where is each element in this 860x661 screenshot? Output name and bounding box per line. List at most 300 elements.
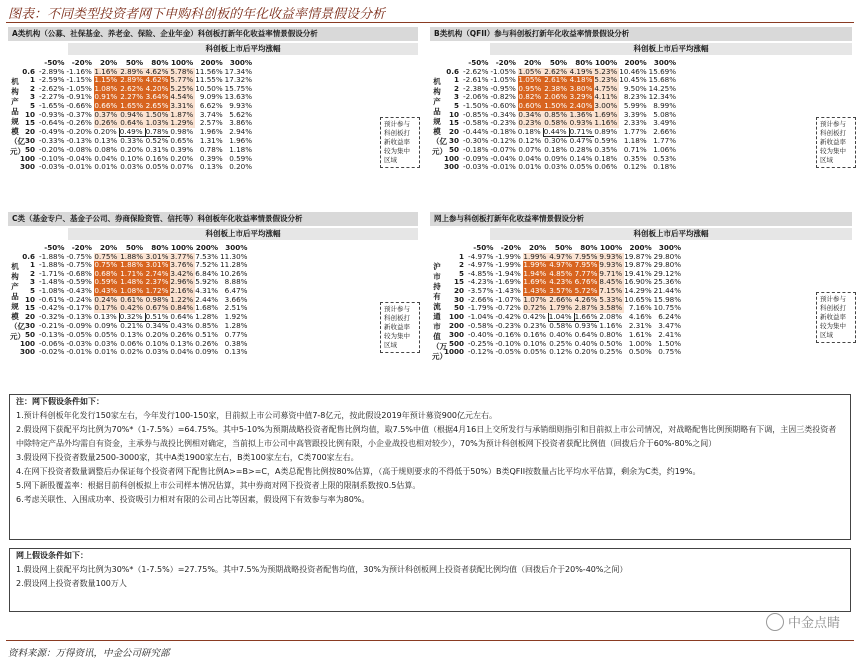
table-cell: 1.94%: [523, 268, 547, 278]
table-cell: 2.40%: [569, 100, 593, 110]
panelA-subtitle: 科创板上市后平均涨幅: [68, 43, 418, 55]
table-cell: 1.66%: [574, 311, 598, 321]
table-cell: 0.17%: [94, 303, 118, 313]
row-label: 10: [25, 109, 36, 119]
table-cell: 0.25%: [549, 338, 573, 348]
table-cell: -0.01%: [66, 347, 92, 357]
table-cell: 10.75%: [653, 303, 682, 313]
table-cell: 0.12%: [518, 136, 542, 146]
table-cell: 0.26%: [170, 329, 194, 339]
row-label: 20: [454, 285, 465, 295]
panelC-ylabel: 机构产品规模（亿元）: [10, 262, 25, 341]
table-cell: 8.23%: [623, 92, 647, 102]
table-cell: 1.28%: [195, 312, 219, 321]
table-cell: 0.14%: [569, 153, 593, 163]
table-cell: -0.44%: [463, 127, 489, 136]
table-cell: 9.09%: [199, 92, 223, 102]
table-cell: 0.75%: [94, 251, 118, 261]
column-header: 50%: [125, 243, 144, 252]
row-label: 50: [454, 303, 465, 313]
table-cell: 4.23%: [549, 277, 573, 287]
table-cell: 0.07%: [170, 162, 194, 172]
table-cell: 1.77%: [623, 127, 647, 136]
table-cell: 1.50%: [145, 109, 169, 119]
table-cell: 5.99%: [623, 100, 647, 110]
table-cell: -0.02%: [39, 347, 65, 357]
table-cell: 2.31%: [628, 321, 652, 331]
brand-watermark: [766, 612, 840, 631]
column-header: 80%: [151, 58, 169, 67]
table-cell: 2.94%: [229, 127, 253, 136]
table-cell: 0.13%: [93, 312, 117, 321]
table-cell: 0.23%: [518, 118, 542, 128]
table-cell: 2.06%: [544, 92, 568, 102]
row-label: 0.6: [446, 66, 460, 76]
table-cell: 1.31%: [199, 136, 223, 146]
table-cell: 0.12%: [623, 162, 647, 172]
table-cell: 0.66%: [94, 100, 118, 110]
table-cell: 2.38%: [544, 83, 568, 93]
table-cell: -2.66%: [468, 294, 494, 304]
table-cell: 10.26%: [220, 268, 248, 278]
table-cell: 0.26%: [94, 118, 118, 128]
table-cell: -0.34%: [490, 109, 516, 119]
table-cell: 0.65%: [170, 136, 194, 146]
table-cell: 0.28%: [569, 144, 593, 154]
table-cell: 3.76%: [170, 260, 194, 270]
table-cell: 0.20%: [145, 329, 169, 339]
table-cell: -0.58%: [468, 321, 494, 331]
table-cell: 0.40%: [549, 329, 573, 339]
row-label: 50: [25, 144, 36, 154]
table-cell: 0.18%: [594, 153, 618, 163]
table-cell: -0.07%: [490, 144, 516, 154]
table-cell: 1.87%: [170, 109, 194, 119]
table-cell: 0.68%: [94, 268, 118, 278]
table-cell: -0.93%: [39, 109, 65, 119]
table-cell: 2.16%: [170, 285, 194, 295]
row-label: 5: [459, 268, 465, 278]
table-cell: 2.66%: [653, 127, 677, 136]
table-cell: 0.13%: [199, 162, 223, 172]
table-cell: 0.42%: [522, 312, 546, 321]
table-cell: 3.47%: [658, 321, 682, 331]
corner-cell: [444, 244, 468, 253]
row-label: 10: [449, 109, 460, 119]
table-cell: 2.33%: [623, 118, 647, 128]
table-cell: 0.91%: [94, 92, 118, 102]
table-cell: 0.18%: [517, 127, 541, 136]
table-cell: 3.86%: [229, 118, 253, 128]
table-cell: 1.18%: [623, 136, 647, 146]
table-cell: 1.36%: [569, 109, 593, 119]
row-label: 30: [25, 136, 36, 146]
table-cell: -0.26%: [66, 118, 92, 128]
table-cell: 17.34%: [224, 66, 253, 76]
table-cell: 5.33%: [599, 294, 623, 304]
table-cell: 0.67%: [145, 303, 169, 313]
column-header: 200%: [195, 243, 219, 252]
table-cell: 1.43%: [523, 285, 547, 295]
table-cell: 1.29%: [170, 118, 194, 128]
offline-line: 3.假设网下投资者数量2500-3000家，其中A类1900家左右，B类100家左右，C类700家左右。: [16, 453, 359, 462]
table-cell: -0.75%: [66, 251, 92, 261]
panelB-subtitle: 科创板上市后平均涨幅: [490, 43, 852, 55]
table-cell: 0.09%: [544, 153, 568, 163]
table-cell: 6.62%: [199, 100, 223, 110]
table-cell: -2.06%: [463, 92, 489, 102]
table-cell: 0.95%: [518, 83, 542, 93]
table-cell: 0.50%: [628, 347, 652, 357]
table-cell: 1.92%: [224, 312, 248, 321]
online-line: 2.假设网上投资者数量100万人: [16, 579, 127, 588]
table-cell: 0.10%: [523, 338, 547, 348]
table-cell: -4.85%: [468, 268, 494, 278]
panelD-note: 预计参与科创板打新收益率较为集中区域: [816, 292, 856, 343]
table-cell: 0.85%: [195, 321, 219, 331]
table-cell: 19.87%: [624, 251, 652, 261]
table-cell: 0.13%: [224, 347, 248, 357]
table-cell: 1.88%: [120, 260, 144, 270]
table-cell: 1.05%: [518, 75, 542, 85]
table-cell: 0.64%: [170, 312, 194, 321]
table-cell: 0.13%: [170, 338, 194, 348]
row-label: 3: [30, 277, 36, 287]
table-cell: 0.31%: [145, 144, 169, 154]
table-cell: 3.49%: [653, 118, 677, 128]
table-cell: -4.23%: [468, 277, 494, 287]
column-header: -50%: [44, 243, 65, 252]
table-cell: 5.62%: [229, 109, 253, 119]
table-cell: -1.65%: [39, 100, 65, 110]
table-cell: 0.03%: [145, 347, 169, 357]
table-cell: 0.30%: [544, 136, 568, 146]
table-cell: 0.89%: [594, 127, 618, 136]
table-cell: 0.13%: [120, 329, 144, 339]
offline-line: 1.预计科创板年化发行150家左右，今年发行100-150家，目前拟上市公司募资中值7-8亿元，按此假设2019年预计募资900亿元左右。: [16, 411, 498, 420]
column-header: 20%: [100, 58, 118, 67]
table-cell: 7.95%: [574, 260, 598, 270]
table-cell: -0.24%: [66, 294, 92, 304]
row-label: 15: [25, 118, 36, 128]
table-cell: 1.08%: [120, 285, 144, 295]
table-cell: -0.13%: [66, 312, 92, 321]
table-cell: 7.53%: [195, 251, 219, 261]
table-cell: 0.93%: [569, 118, 593, 128]
table-cell: -0.21%: [39, 321, 65, 331]
table-cell: -1.05%: [66, 83, 92, 93]
table-cell: 19.41%: [624, 268, 652, 278]
column-header: 20%: [529, 243, 547, 252]
table-cell: 4.54%: [170, 92, 194, 102]
table-cell: 1.99%: [523, 251, 547, 261]
panelC-table: [20, 244, 250, 357]
table-cell: 3.31%: [170, 100, 194, 110]
table-cell: 2.74%: [145, 268, 169, 278]
column-header: -20%: [71, 243, 92, 252]
table-cell: 0.02%: [120, 347, 144, 357]
table-cell: 3.00%: [594, 100, 618, 110]
table-cell: 15.98%: [653, 294, 682, 304]
table-cell: 0.16%: [145, 153, 169, 163]
table-cell: 4.62%: [145, 66, 169, 76]
table-cell: -0.75%: [66, 260, 92, 270]
table-cell: -0.58%: [463, 118, 489, 128]
panel-b: [430, 27, 852, 207]
table-cell: -0.20%: [39, 144, 65, 154]
table-cell: 1.88%: [120, 251, 144, 261]
table-row: [20, 348, 250, 357]
table-cell: 5.25%: [170, 83, 194, 93]
table-cell: -0.18%: [463, 144, 489, 154]
table-cell: 1.16%: [599, 321, 623, 331]
table-cell: 12.34%: [648, 92, 677, 102]
table-cell: -1.79%: [468, 303, 494, 313]
column-header: 50%: [125, 58, 144, 67]
table-cell: 0.98%: [145, 294, 169, 304]
table-cell: 29.12%: [653, 268, 682, 278]
column-header: 200%: [629, 243, 652, 252]
table-cell: 1.77%: [653, 136, 677, 146]
table-cell: 3.64%: [145, 92, 169, 102]
table-cell: 0.10%: [120, 153, 144, 163]
table-cell: -0.09%: [66, 321, 92, 331]
table-cell: 5.78%: [170, 66, 194, 76]
table-cell: 7.16%: [628, 303, 652, 313]
table-cell: 9.93%: [229, 100, 253, 110]
panelB-note: 预计参与科创板打新收益率较为集中区域: [816, 117, 856, 168]
table-cell: 3.29%: [569, 92, 593, 102]
table-cell: 0.04%: [518, 153, 542, 163]
source-rule: [6, 640, 854, 641]
table-cell: 0.58%: [549, 321, 573, 331]
table-cell: 2.57%: [199, 118, 223, 128]
table-cell: 4.75%: [594, 83, 618, 93]
table-cell: 0.39%: [199, 153, 223, 163]
table-cell: -0.68%: [66, 268, 92, 278]
table-cell: -1.04%: [468, 312, 494, 321]
table-cell: 2.61%: [544, 75, 568, 85]
table-cell: -0.05%: [66, 329, 92, 339]
panelA-note: 预计参与科创板打新收益率较为集中区域: [380, 117, 420, 168]
table-cell: 0.21%: [120, 321, 144, 331]
table-cell: 0.43%: [170, 321, 194, 331]
table-cell: -0.42%: [39, 303, 65, 313]
table-cell: 10.46%: [619, 66, 647, 76]
table-cell: 1.48%: [120, 277, 144, 287]
column-header: 80%: [151, 243, 169, 252]
row-label: 100: [20, 153, 36, 163]
row-label: 5: [30, 285, 36, 295]
table-cell: -0.42%: [495, 312, 521, 321]
table-cell: 0.18%: [544, 144, 568, 154]
table-cell: 21.44%: [653, 285, 682, 295]
table-cell: -2.59%: [39, 75, 65, 85]
table-cell: 14.29%: [624, 285, 652, 295]
table-cell: 0.01%: [94, 162, 118, 172]
table-cell: -1.48%: [39, 277, 65, 287]
table-cell: 4.18%: [569, 75, 593, 85]
table-cell: -0.01%: [66, 162, 92, 172]
table-cell: 6.47%: [224, 285, 248, 295]
table-cell: 0.01%: [94, 347, 118, 357]
table-cell: 3.01%: [145, 251, 169, 261]
table-cell: 29.80%: [653, 251, 682, 261]
table-cell: 15.69%: [648, 66, 677, 76]
table-cell: 1.96%: [199, 127, 223, 136]
table-cell: 0.50%: [599, 338, 623, 348]
table-cell: 0.59%: [229, 153, 253, 163]
table-cell: 1.07%: [523, 294, 547, 304]
table-cell: 0.64%: [574, 329, 598, 339]
table-cell: 2.89%: [120, 66, 144, 76]
column-header: 80%: [580, 243, 598, 252]
row-label: 100: [444, 153, 460, 163]
table-cell: -4.97%: [468, 260, 494, 270]
table-cell: -1.15%: [66, 75, 92, 85]
table-cell: -0.59%: [66, 277, 92, 287]
table-cell: -1.99%: [495, 251, 521, 261]
table-cell: 0.43%: [94, 285, 118, 295]
table-cell: -0.10%: [39, 153, 65, 163]
table-cell: 0.09%: [195, 347, 219, 357]
table-cell: 4.31%: [195, 285, 219, 295]
table-cell: 3.39%: [623, 109, 647, 119]
table-cell: -2.61%: [463, 75, 489, 85]
table-cell: 1.50%: [544, 100, 568, 110]
row-label: 50: [25, 329, 36, 339]
table-cell: 9.93%: [599, 260, 623, 270]
table-cell: 0.20%: [120, 144, 144, 154]
row-label: 3: [30, 92, 36, 102]
table-cell: -0.82%: [490, 92, 516, 102]
table-cell: 1.03%: [145, 118, 169, 128]
row-label: 20: [449, 127, 460, 136]
table-cell: -0.05%: [495, 347, 521, 357]
table-cell: 2.44%: [195, 294, 219, 304]
table-cell: 0.35%: [594, 144, 618, 154]
table-cell: 1.61%: [628, 329, 652, 339]
table-cell: 0.51%: [145, 311, 169, 321]
table-cell: 1.05%: [518, 66, 542, 76]
column-header: 100%: [171, 243, 194, 252]
online-heading: 网上假设条件如下：: [16, 551, 88, 560]
row-label: 20: [25, 127, 36, 136]
table-cell: 8.99%: [653, 100, 677, 110]
table-cell: 0.37%: [94, 109, 118, 119]
table-cell: -1.08%: [39, 285, 65, 295]
table-cell: 1.06%: [653, 144, 677, 154]
table-cell: 2.37%: [145, 277, 169, 287]
table-cell: -0.06%: [39, 338, 65, 348]
table-cell: 1.15%: [94, 75, 118, 85]
table-cell: 9.93%: [599, 251, 623, 261]
table-cell: 0.60%: [518, 100, 542, 110]
table-cell: 0.64%: [120, 118, 144, 128]
column-header: -20%: [71, 58, 92, 67]
table-cell: 11.30%: [220, 251, 248, 261]
table-cell: 0.33%: [120, 136, 144, 146]
table-cell: 2.65%: [145, 100, 169, 110]
table-cell: 13.63%: [224, 92, 253, 102]
table-cell: 0.75%: [94, 260, 118, 270]
table-cell: 1.00%: [628, 338, 652, 348]
offline-line: 6.考虑关联性、入围成功率、投资吸引力相对有限的公司占比等因素，假设网下有效参与率为80%。: [16, 495, 370, 504]
title-rule: [6, 22, 854, 23]
table-cell: -1.07%: [495, 294, 521, 304]
table-cell: 6.76%: [574, 277, 598, 287]
table-cell: -0.32%: [39, 312, 65, 321]
table-cell: -0.18%: [490, 127, 516, 136]
table-cell: 10.65%: [624, 294, 652, 304]
table-cell: -0.03%: [66, 338, 92, 348]
column-header: -50%: [473, 243, 494, 252]
table-cell: -2.89%: [39, 66, 65, 76]
panelD-table: [444, 244, 683, 357]
table-cell: -0.33%: [39, 136, 65, 146]
panelC-subtitle: 科创板上市后平均涨幅: [68, 228, 418, 240]
offline-line: 4.在网下投资者数量调整后办保证每个投资者网下配售比例A>=B>=C，A类总配售比例按80%估算，（高于规则要求的不得低于50%）B类QFII按数量占比平均水平估算，剩余为C类，约19%。: [16, 467, 701, 476]
column-header: 300%: [229, 58, 253, 67]
table-cell: 19.87%: [624, 260, 652, 270]
panelC-title: C类（基金专户、基金子公司、券商保险资管、信托等）科创板年化收益率情景假设分析: [8, 212, 418, 226]
table-cell: 0.58%: [544, 118, 568, 128]
panelC-note: 预计参与科创板打新收益率较为集中区域: [380, 302, 420, 353]
table-cell: 0.05%: [569, 162, 593, 172]
table-cell: -0.09%: [463, 153, 489, 163]
table-cell: 11.55%: [195, 75, 223, 85]
online-assumptions: [9, 548, 851, 612]
source-note: 资料来源：万得资讯，中金公司研究部: [8, 648, 170, 659]
panelD-subtitle: 科创板上市后平均涨幅: [490, 228, 852, 240]
row-label: 2: [459, 260, 465, 270]
row-label: 50: [449, 144, 460, 154]
table-cell: 0.78%: [199, 144, 223, 154]
table-cell: -0.03%: [39, 162, 65, 172]
table-cell: 1.65%: [120, 100, 144, 110]
table-cell: 10.45%: [619, 75, 647, 85]
table-cell: 0.52%: [145, 136, 169, 146]
table-cell: 0.06%: [594, 162, 618, 172]
table-cell: 3.01%: [145, 260, 169, 270]
table-cell: 0.82%: [518, 92, 542, 102]
table-cell: 0.94%: [120, 109, 144, 119]
table-cell: 4.20%: [145, 83, 169, 93]
table-cell: 0.23%: [523, 321, 547, 331]
table-cell: 2.27%: [120, 92, 144, 102]
table-cell: 0.20%: [574, 347, 598, 357]
table-cell: 0.05%: [145, 162, 169, 172]
table-cell: 6.24%: [658, 312, 682, 321]
table-cell: -0.64%: [39, 118, 65, 128]
table-cell: 9.71%: [599, 268, 623, 278]
table-cell: 29.80%: [653, 260, 682, 270]
table-cell: 4.11%: [594, 92, 618, 102]
offline-heading: 注：网下假设条件如下：: [16, 397, 104, 406]
table-cell: 0.10%: [145, 338, 169, 348]
table-cell: 1.71%: [120, 268, 144, 278]
table-cell: 0.26%: [195, 338, 219, 348]
table-cell: 3.77%: [170, 251, 194, 261]
column-header: 50%: [549, 58, 568, 67]
table-cell: -0.20%: [66, 127, 92, 136]
table-cell: 0.98%: [170, 127, 194, 136]
column-header: 300%: [658, 243, 682, 252]
row-label: 1000: [444, 347, 465, 357]
table-cell: 0.84%: [170, 303, 194, 313]
table-cell: 4.26%: [574, 294, 598, 304]
table-cell: 0.72%: [523, 303, 547, 313]
